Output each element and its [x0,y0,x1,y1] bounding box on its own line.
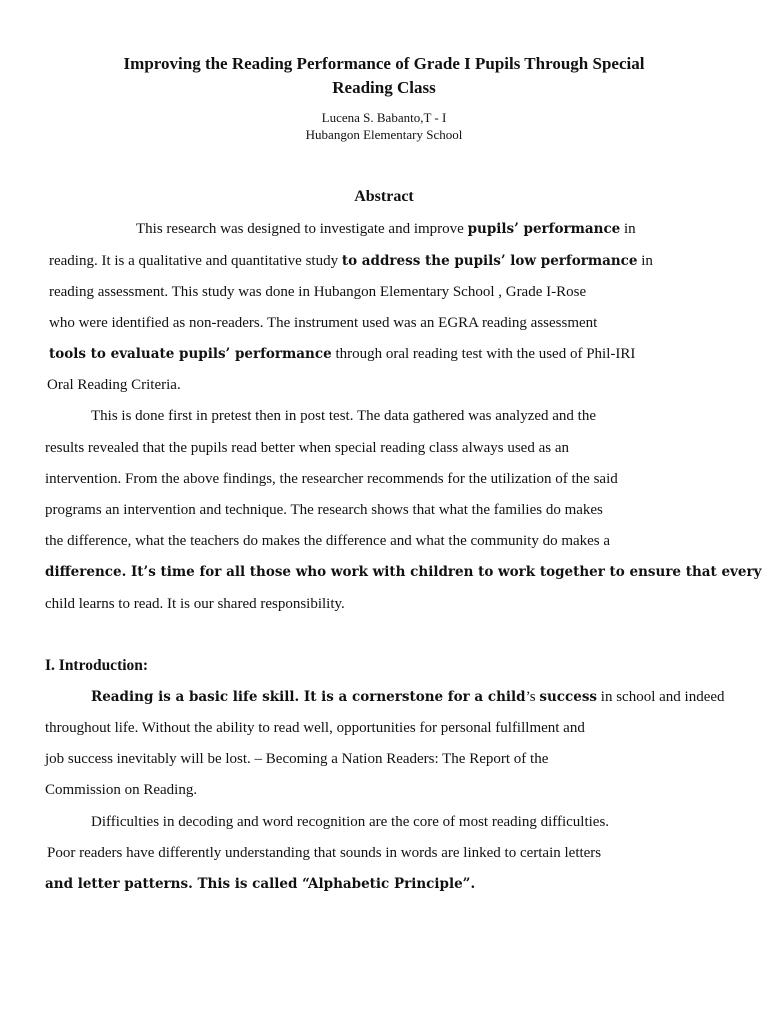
emphasis-run: pupils’ performance [467,221,621,237]
author-name: Lucena S. Babanto,T - I [321,110,447,125]
paper-title-line-1: Improving the Reading Performance of Grade I Pupils Through Special [123,54,645,73]
text-run: This research was designed to investigate and improve [136,221,468,237]
paper-title-line-2: Reading Class [332,78,436,97]
text-run: through oral reading test with the used of Phil-IRI [331,346,636,362]
abstract-p2-line-1: This is done first in pretest then in post test. The data gathered was analyzed and the [91,408,596,424]
abstract-p1-line-3: reading assessment. This study was done in Hubangon Elementary School , Grade I-Rose [49,284,587,300]
emphasis-run: Reading is a basic life skill. It is a cornerstone for a child [91,689,526,705]
author-affiliation: Hubangon Elementary School [305,127,463,142]
paper-title [40,52,728,100]
abstract-p1-line-2 [49,251,653,271]
text-run: reading. It is a qualitative and quantitative study [49,253,342,269]
abstract-p2-line-2: results revealed that the pupils read better when special reading class always used as an [45,440,569,456]
intro-p2-line-1: Difficulties in decoding and word recognition are the core of most reading difficulties. [91,814,610,830]
intro-p2-line-3 [45,874,475,894]
intro-p2-line-2: Poor readers have differently understanding that sounds in words are linked to certain letters [47,845,602,861]
abstract-p2-line-6 [45,562,761,582]
intro-p1-line-3: job success inevitably will be lost. – Becoming a Nation Readers: The Report of the [45,751,549,767]
abstract-p2-line-5: the difference, what the teachers do makes the difference and what the community do makes a [45,533,611,549]
emphasis-run: to address the pupils’ low performance [341,253,638,269]
abstract-p2-line-7: child learns to read. It is our shared responsibility. [45,596,345,612]
emphasis-run: success [539,689,598,705]
text-run: in [620,221,636,237]
intro-p1-line-4: Commission on Reading. [45,782,198,798]
emphasis-run: difference. It’s time for all those who work with children to work together to ensure that every [45,564,762,580]
emphasis-run: tools to evaluate pupils’ performance [49,346,332,362]
abstract-p2-line-4: programs an intervention and technique. The research shows that what the families do makes [45,502,603,518]
abstract-p2-line-3: intervention. From the above findings, the researcher recommends for the utilization of the said [45,471,618,487]
abstract-heading: Abstract [354,188,414,205]
abstract-p1-line-5 [49,344,635,364]
abstract-p1-line-1 [136,219,636,239]
abstract-p1-line-4: who were identified as non-readers. The instrument used was an EGRA reading assessment [49,315,598,331]
introduction-heading: I. Introduction: [45,657,149,674]
text-run: in school and indeed [597,689,725,705]
emphasis-run: and letter patterns. This is called “Alphabetic Principle”. [45,876,476,892]
intro-p1-line-2: throughout life. Without the ability to read well, opportunities for personal fulfillment and [45,720,585,736]
abstract-p1-line-6: Oral Reading Criteria. [47,377,181,393]
text-run: in [637,253,653,269]
intro-p1-line-1 [91,687,725,707]
text-run: ’s [525,689,540,705]
